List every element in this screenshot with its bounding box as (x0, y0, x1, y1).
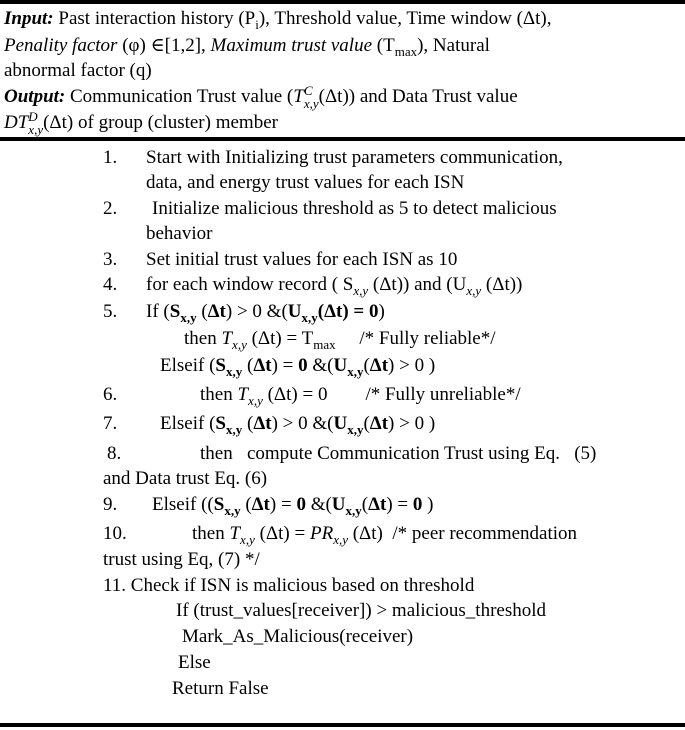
step-1-number: 1. (103, 147, 118, 168)
step-4-number: 4. (103, 274, 118, 295)
step-3-number: 3. (103, 249, 118, 270)
code-if-line: If (trust_values[receiver]) > malicious_threshold (176, 600, 546, 621)
step-2-number: 2. (103, 198, 118, 219)
step-1-line-2: data, and energy trust values for each ISN (146, 172, 465, 193)
step-7-number: 7. (103, 413, 118, 434)
step-1-line-1: Start with Initializing trust parameters communication, (146, 147, 563, 168)
step-5-condition: If ($S_{x,y}$ (Δt) > 0 $\&(U_{x,y}(\Delta t) = 0)$ (146, 301, 385, 325)
step-9-number: 9. (103, 494, 118, 515)
step-8-line-2: and Data trust Eq. (6) (103, 468, 268, 489)
step-10-line-2: trust using Eq, (7) */ (103, 549, 260, 570)
input-line-2: Penality factor (φ) ∈[1,2], Maximum trust value $(T_{max})$, Natural (4, 35, 490, 59)
step-9-text: Elseif (($S_{x,y}$ (Δt) = 0 $\&(U_{x,y}(\Delta t) = 0$ ) (152, 494, 434, 518)
step-8-number: 8. (107, 443, 122, 464)
step-10-line-1: then $T_{x,y}$ $(\Delta t) = PR_{x,y}$ (Δt) /* peer recommendation (192, 523, 578, 547)
input-label: Input: (4, 8, 54, 29)
output-line-1: Output: Communication Trust value (T C x,y (Δt)) and Data Trust value (4, 83, 518, 111)
step-6-text: then $T_{x,y}$ (Δt) = 0 /* Fully unreliable*/ (200, 384, 521, 408)
step-3-text: Set initial trust values for each ISN as 10 (146, 249, 458, 270)
step-8-line-1: then compute Communication Trust using Eq. (5) (200, 443, 597, 464)
step-6-number: 6. (103, 384, 118, 405)
input-line-3: abnormal factor (q) (4, 60, 152, 81)
output-line-2: DT D x,y (Δt) of group (cluster) member (4, 109, 278, 137)
step-7-text: Elseif ($S_{x,y}$ (Δt) > 0 $\&(U_{x,y}(\Delta t) > 0$ ) (160, 413, 436, 437)
step-5-elseif: Elseif ($S_{x,y}$ (Δt) = 0 $\&(U_{x,y}(\Delta t) > 0$ ) (160, 355, 436, 379)
code-mark-line: Mark_As_Malicious(receiver) (182, 626, 414, 647)
output-label: Output: (4, 86, 66, 107)
bottom-rule (0, 723, 685, 727)
top-rule (0, 0, 685, 4)
step-5-number: 5. (103, 301, 118, 322)
step-4-text: for each window record ( $S_{x,y}$ (Δt)) and ($U_{x,y}$ (Δt)) (146, 274, 523, 298)
step-2-line-1: Initialize malicious threshold as 5 to detect malicious (152, 198, 557, 219)
input-line-1: Input: Past interaction history $(P_i)$, Threshold value, Time window (Δt), (4, 8, 552, 32)
middle-rule (0, 137, 685, 141)
step-10-number: 10. (103, 523, 127, 544)
step-2-line-2: behavior (146, 223, 213, 244)
step-5-then: then $T_{x,y}$ $(\Delta t) = T_{max}$ /* Fully reliable*/ (184, 328, 496, 352)
code-else-line: Else (178, 652, 211, 673)
step-11-text: 11. Check if ISN is malicious based on threshold (103, 575, 475, 596)
code-return-line: Return False (172, 678, 269, 699)
